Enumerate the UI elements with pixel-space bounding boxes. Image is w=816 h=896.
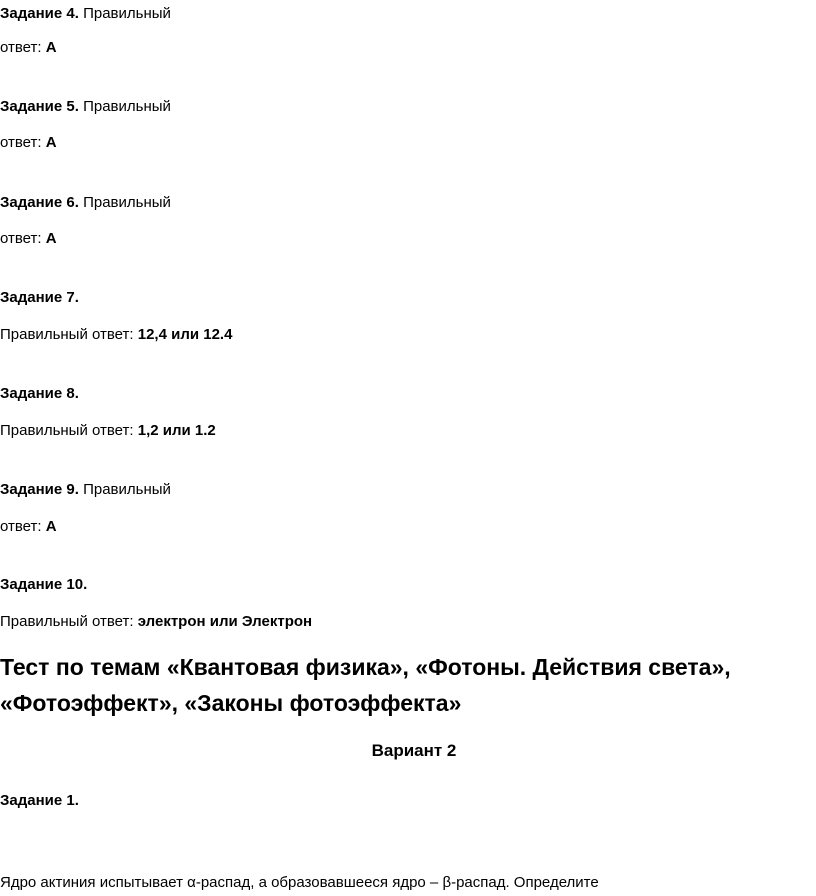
answer-label: ответ: — [0, 39, 46, 56]
answer-label: ответ: — [0, 518, 46, 535]
task-label: Задание 7. — [0, 289, 79, 306]
answer-label: ответ: — [0, 230, 46, 247]
task-label: Задание 10. — [0, 576, 88, 593]
task-4-answer — [0, 39, 57, 57]
answer-value: 12,4 или 12.4 — [137, 326, 233, 343]
task-7-heading — [0, 289, 79, 307]
task-9-answer — [0, 518, 57, 536]
answer-value: А — [45, 518, 57, 535]
task-8-answer — [0, 422, 216, 440]
test-title-line-1: Тест по темам «Квантовая физика», «Фотоны. Действия света», — [0, 654, 731, 680]
answer-value: А — [45, 39, 57, 56]
task-label: Задание 9. — [0, 481, 79, 498]
task-9-heading — [0, 481, 171, 499]
variant-heading: Вариант 2 — [371, 741, 457, 760]
task-label: Задание 8. — [0, 385, 79, 402]
answer-value: А — [45, 230, 57, 247]
task-6-heading — [0, 194, 171, 212]
answer-label: Правильный ответ: — [0, 326, 138, 343]
answer-value: электрон или Электрон — [137, 613, 313, 630]
answer-label: Правильный ответ: — [0, 422, 138, 439]
task-prefix: Правильный — [78, 98, 171, 115]
test-title-line-2: «Фотоэффект», «Законы фотоэффекта» — [0, 690, 462, 716]
task-5-heading — [0, 98, 171, 116]
task-10-answer — [0, 613, 312, 631]
task-prefix: Правильный — [78, 194, 171, 211]
task-7-answer — [0, 326, 232, 344]
task-prefix: Правильный — [78, 481, 171, 498]
task-8-heading — [0, 385, 79, 403]
task-label: Задание 5. — [0, 98, 79, 115]
task-1-heading: Задание 1. — [0, 792, 79, 809]
answer-label: Правильный ответ: — [0, 613, 138, 630]
task-6-answer — [0, 230, 57, 248]
task-1-text: Ядро актиния испытывает α-распад, а образовавшееся ядро – β-распад. Определите — [0, 874, 599, 891]
answer-value: А — [45, 134, 57, 151]
answer-label: ответ: — [0, 134, 46, 151]
answer-value: 1,2 или 1.2 — [137, 422, 216, 439]
task-10-heading — [0, 576, 87, 594]
task-4-heading — [0, 5, 171, 23]
task-label: Задание 6. — [0, 194, 79, 211]
task-5-answer — [0, 134, 57, 152]
task-label: Задание 4. — [0, 5, 79, 22]
task-prefix: Правильный — [78, 5, 171, 22]
